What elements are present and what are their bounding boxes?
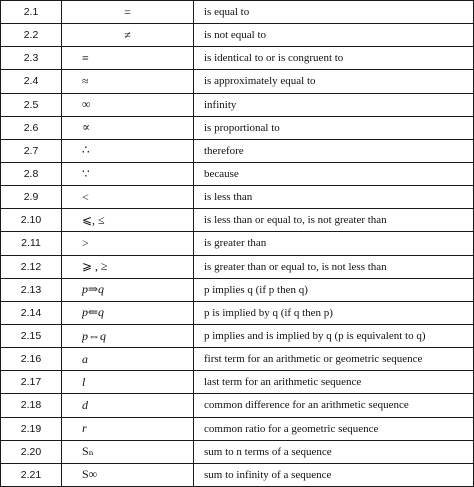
symbol-cell: Sₙ [62,440,194,463]
table-row [1,47,474,70]
symbol-cell: ≠ [62,24,194,47]
row-number: 2.13 [1,278,62,301]
symbol-cell: = [62,1,194,24]
symbol-cell: ≡ [62,47,194,70]
meaning-cell: last term for an arithmetic sequence [194,371,474,394]
symbol-cell: S∞ [62,463,194,486]
symbol-cell: ∴ [62,139,194,162]
meaning-cell: sum to infinity of a sequence [194,463,474,486]
table-row [1,278,474,301]
row-number: 2.6 [1,116,62,139]
meaning-cell: is greater than [194,232,474,255]
table-row [1,394,474,417]
symbol-cell: p⇒q [62,278,194,301]
symbol-cell: p⇐q [62,301,194,324]
row-number: 2.18 [1,394,62,417]
symbol-cell: ∵ [62,162,194,185]
symbol-cell: ∝ [62,116,194,139]
row-number: 2.14 [1,301,62,324]
meaning-cell: infinity [194,93,474,116]
table-row [1,1,474,24]
row-number: 2.17 [1,371,62,394]
row-number: 2.10 [1,209,62,232]
meaning-cell: common difference for an arithmetic sequence [194,394,474,417]
table-row [1,162,474,185]
meaning-cell: p implies and is implied by q (p is equivalent to q) [194,324,474,347]
symbol-cell: ⩽, ≤ [62,209,194,232]
table-row [1,24,474,47]
meaning-cell: is less than or equal to, is not greater than [194,209,474,232]
meaning-cell: is identical to or is congruent to [194,47,474,70]
table-row [1,232,474,255]
meaning-cell: p is implied by q (if q then p) [194,301,474,324]
symbol-cell: p⇔q [62,324,194,347]
table-row [1,93,474,116]
symbol-cell: < [62,186,194,209]
table-row [1,371,474,394]
table-row [1,324,474,347]
notation-table-body [1,1,474,487]
row-number: 2.20 [1,440,62,463]
table-row [1,440,474,463]
row-number: 2.2 [1,24,62,47]
row-number: 2.5 [1,93,62,116]
symbol-cell: r [62,417,194,440]
meaning-cell: sum to n terms of a sequence [194,440,474,463]
symbol-cell: ≈ [62,70,194,93]
table-row [1,70,474,93]
row-number: 2.21 [1,463,62,486]
meaning-cell: is not equal to [194,24,474,47]
table-row [1,209,474,232]
row-number: 2.16 [1,348,62,371]
row-number: 2.19 [1,417,62,440]
symbol-cell: l [62,371,194,394]
row-number: 2.7 [1,139,62,162]
meaning-cell: is approximately equal to [194,70,474,93]
row-number: 2.3 [1,47,62,70]
meaning-cell: is greater than or equal to, is not less than [194,255,474,278]
meaning-cell: therefore [194,139,474,162]
table-row [1,417,474,440]
row-number: 2.9 [1,186,62,209]
row-number: 2.15 [1,324,62,347]
meaning-cell: common ratio for a geometric sequence [194,417,474,440]
row-number: 2.4 [1,70,62,93]
table-row [1,139,474,162]
table-row [1,348,474,371]
table-row [1,255,474,278]
meaning-cell: first term for an arithmetic or geometric sequence [194,348,474,371]
symbol-cell: d [62,394,194,417]
table-row [1,463,474,486]
meaning-cell: is equal to [194,1,474,24]
symbol-cell: ∞ [62,93,194,116]
table-row [1,301,474,324]
table-row [1,186,474,209]
meaning-cell: is proportional to [194,116,474,139]
table-row [1,116,474,139]
row-number: 2.12 [1,255,62,278]
meaning-cell: p implies q (if p then q) [194,278,474,301]
row-number: 2.8 [1,162,62,185]
symbol-cell: > [62,232,194,255]
row-number: 2.11 [1,232,62,255]
meaning-cell: is less than [194,186,474,209]
symbol-cell: a [62,348,194,371]
symbol-cell: ⩾ , ≥ [62,255,194,278]
meaning-cell: because [194,162,474,185]
row-number: 2.1 [1,1,62,24]
